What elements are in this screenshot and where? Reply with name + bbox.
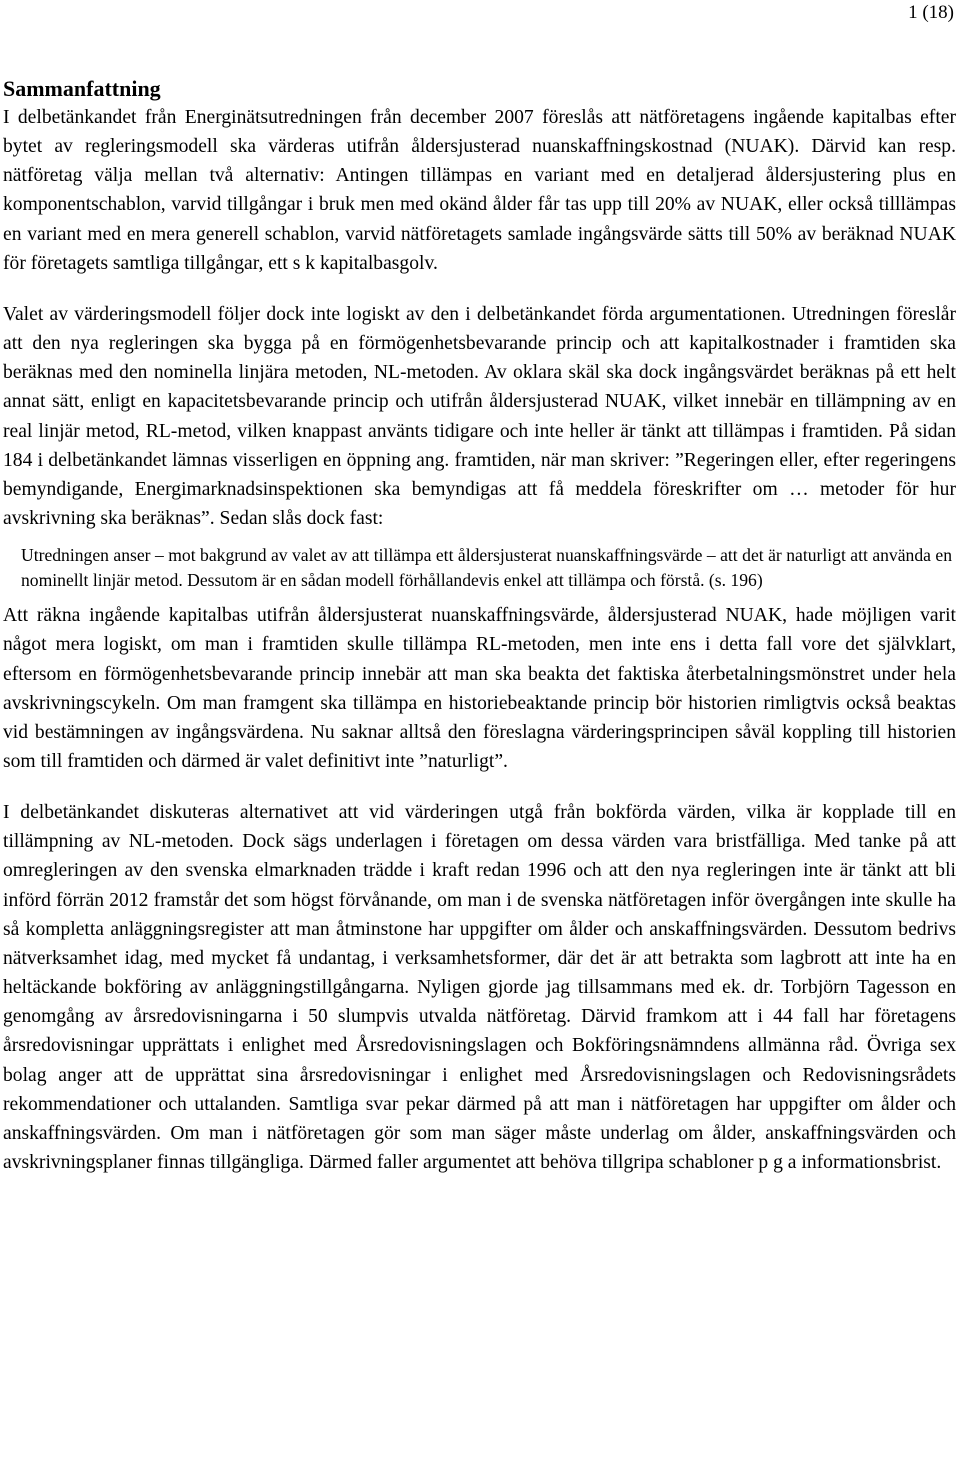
- block-quote: Utredningen anser – mot bakgrund av valet av att tillämpa ett åldersjusterat nuanskaffningsvärde – att det är naturligt att använda en nominellt linjär metod. Dessutom är en sådan modell förhållandevis enkel att tillämpa och förstå. (s. 196): [21, 545, 952, 590]
- document-body: [3, 74, 956, 1177]
- paragraph-book-values: I delbetänkandet diskuteras alternativet att vid värderingen utgå från bokförda värden, vilka är kopplade till en tillämpning av NL-metoden. Dock sägs underlagen i företagen om dessa värden vara bristfälliga. Med tanke på att omregleringen av den svenska elmarknaden trädde i kraft redan 1996 och att den nya regleringen inte är tänkt att bli införd förrän 2012 framstår det som högst förvånande, om man i de svenska nätföretagen inför övergången inte skulle ha så kompletta anläggningsregister att man åtminstone har uppgifter om ålder och anskaffningsvärden. Dessutom bedrivs nätverksamhet idag, med mycket få undantag, i verksamhetsformer, där det är att betrakta som lagbrott att inte ha en heltäckande bokföring av anläggningstillgångarna. Nyligen gjorde jag tillsammans med ek. dr. Torbjörn Tagesson en genomgång av årsredovisningarna i 50 slumpvis utvalda nätföretag. Därvid framkom att i 44 fall har företagens årsredovisningar upprättats i enlighet med Årsredovisningslagen och Bokföringsnämndens allmänna råd. Övriga sex bolag anger att de upprättat sina årsredovisningar i enlighet med Årsredovisningslagen och Redovisningsrådets rekommendationer och uttalanden. Samtliga svar pekar därmed på att man i nätföretagen har uppgifter om ålder och anskaffningsvärden. Om man i nätföretagen gör som man säger måste underlag om ålder, anskaffningsvärden och avskrivningsplaner finnas tillgängliga. Därmed faller argumentet att behöva tillgripa schabloner p g a informationsbrist.: [3, 802, 956, 1173]
- paragraph-valuation-model: Valet av värderingsmodell följer dock inte logiskt av den i delbetänkandet förda argumentationen. Utredningen föreslår att den nya regleringen ska bygga på en förmögenhetsbevarande princip och att kapitalkostnader i framtiden ska beräknas med den nominella linjära metoden, NL-metoden. Av oklara skäl ska dock ingångsvärdet beräknas på ett helt annat sätt, enligt en kapacitetsbevarande princip och utifrån åldersjusterad NUAK, vilket innebär en tillämpning av en real linjär metod, RL-metod, vilken knappast använts tidigare och inte heller är tänkt att tillämpas i framtiden. På sidan 184 i delbetänkandet lämnas visserligen en öppning ang. framtiden, när man skriver: ”Regeringen eller, efter regeringens bemyndigande, Energimarknadsinspektionen ska bemyndigas att få meddela föreskrifter om … metoder för hur avskrivning ska beräknas”. Sedan slås dock fast:: [3, 303, 956, 530]
- paragraph-nuak-argument: Att räkna ingående kapitalbas utifrån åldersjusterat nuanskaffningsvärde, åldersjusterad NUAK, hade möjligen varit något mera logiskt, om man i framtiden skulle tillämpa RL-metoden, men inte ens i detta fall vore det självklart, eftersom en förmögenhetsbevarande princip innebär att man ska beakta det faktiska återbetalningsmönstret under hela avskrivningscykeln. Om man framgent ska tillämpa en historiebeaktande princip bör historien rimligtvis också beaktas vid bestämningen av ingångsvärdena. Nu saknar alltså den föreslagna värderingsprincipen såväl koppling till historien som till framtiden och därmed är valet definitivt inte ”naturligt”.: [3, 605, 956, 772]
- paragraph-intro: I delbetänkandet från Energinätsutredningen från december 2007 föreslås att nätföretagens ingående kapitalbas efter bytet av regleringsmodell ska värderas utifrån åldersjusterad nuanskaffningskostnad (NUAK). Därvid kan resp. nätföretag välja mellan två alternativ: Antingen tillämpas en variant med en detaljerad åldersjustering plus en komponentschablon, varvid tillgångar i bruk men med okänd ålder får tas upp till 20% av NUAK, eller också tilllämpas en variant med en mera generell schablon, varvid nätföretagets samlade ingångsvärde sätts till 50% av beräknad NUAK för företagets samtliga tillgångar, ett s k kapitalbasgolv.: [3, 107, 956, 274]
- page-number: 1 (18): [908, 2, 954, 23]
- section-heading: Sammanfattning: [3, 76, 161, 101]
